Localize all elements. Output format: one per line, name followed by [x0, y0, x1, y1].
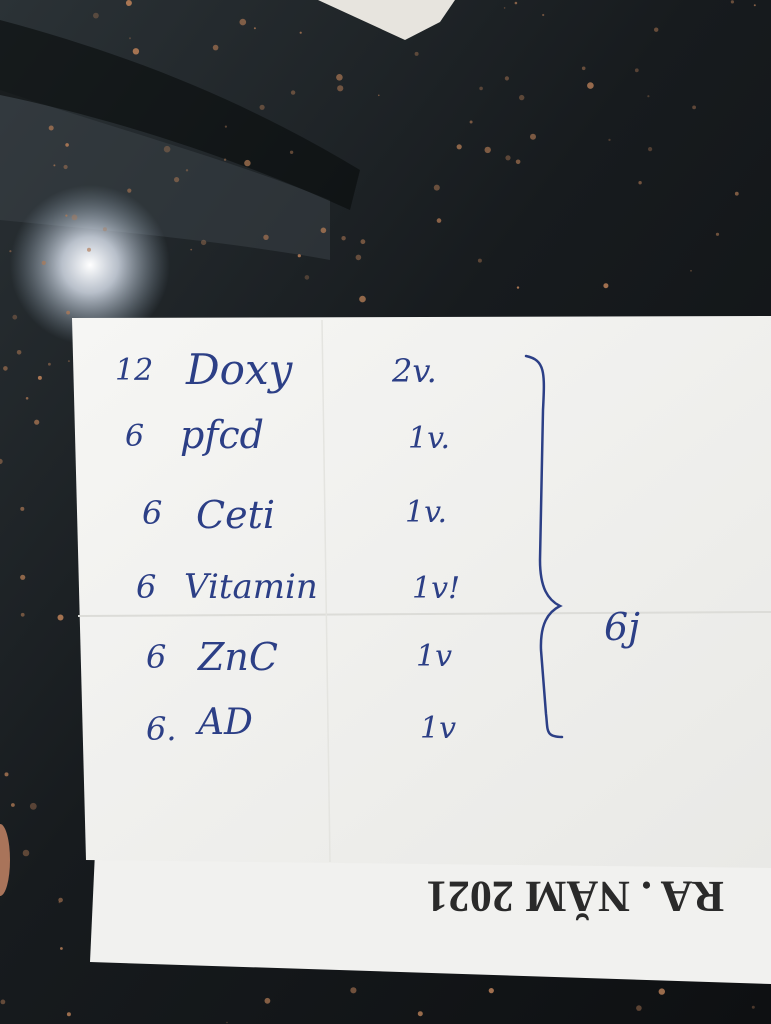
- granite-speck: [263, 235, 268, 240]
- granite-speck: [321, 228, 327, 234]
- granite-speck: [582, 67, 586, 71]
- row-qty: 6: [125, 419, 145, 454]
- granite-speck: [30, 803, 37, 810]
- granite-speck: [437, 218, 442, 223]
- granite-speck: [754, 4, 756, 6]
- granite-speck: [226, 1022, 228, 1024]
- row-item: ZnC: [198, 635, 278, 679]
- granite-speck: [164, 146, 171, 153]
- granite-speck: [505, 76, 509, 80]
- printed-paper-text: RA . NĂM 2021: [425, 872, 725, 921]
- granite-speck: [5, 772, 9, 776]
- granite-speck: [479, 87, 483, 91]
- total-label: 6j: [604, 605, 640, 649]
- granite-speck: [64, 165, 68, 169]
- granite-speck: [9, 250, 11, 252]
- granite-speck: [635, 68, 639, 72]
- granite-speck: [58, 615, 64, 621]
- granite-speck: [38, 376, 42, 380]
- row-qty: 6.: [146, 710, 177, 748]
- granite-speck: [59, 901, 61, 903]
- granite-speck: [361, 239, 366, 244]
- row-item: Doxy: [186, 345, 293, 394]
- granite-speck: [201, 240, 206, 245]
- granite-speck: [434, 185, 440, 191]
- granite-speck: [341, 236, 345, 240]
- granite-speck: [17, 350, 22, 355]
- granite-speck: [49, 126, 54, 131]
- granite-speck: [300, 32, 302, 34]
- granite-speck: [244, 160, 250, 166]
- granite-speck: [127, 189, 131, 193]
- granite-speck: [648, 147, 652, 151]
- granite-speck: [504, 7, 506, 9]
- granite-speck: [240, 19, 247, 26]
- granite-speck: [636, 1005, 642, 1011]
- granite-speck: [103, 227, 107, 231]
- granite-speck: [542, 14, 544, 16]
- granite-speck: [87, 248, 91, 252]
- granite-speck: [65, 143, 69, 147]
- granite-speck: [291, 90, 295, 94]
- row-dose: 2v.: [392, 352, 437, 390]
- granite-speck: [34, 420, 39, 425]
- granite-speck: [517, 286, 519, 288]
- granite-speck: [638, 181, 641, 184]
- granite-speck: [647, 95, 649, 97]
- granite-speck: [485, 147, 491, 153]
- granite-speck: [515, 2, 518, 5]
- granite-speck: [735, 192, 739, 196]
- granite-speck: [42, 261, 46, 265]
- granite-speck: [692, 106, 696, 110]
- granite-speck: [290, 151, 293, 154]
- granite-speck: [415, 52, 419, 56]
- granite-speck: [65, 215, 67, 217]
- granite-speck: [20, 507, 24, 511]
- granite-speck: [66, 311, 70, 315]
- granite-speck: [516, 160, 521, 165]
- granite-speck: [265, 998, 271, 1004]
- granite-speck: [587, 82, 594, 89]
- granite-speck: [752, 1006, 755, 1009]
- granite-speck: [20, 575, 25, 580]
- granite-speck: [731, 0, 734, 3]
- granite-speck: [505, 155, 510, 160]
- granite-speck: [174, 177, 179, 182]
- row-dose: 1v.: [408, 421, 451, 456]
- granite-speck: [53, 164, 55, 166]
- granite-speck: [260, 105, 265, 110]
- granite-speck: [3, 366, 8, 371]
- granite-speck: [716, 233, 719, 236]
- row-qty: 12: [115, 353, 154, 388]
- granite-speck: [26, 397, 29, 400]
- granite-speck: [659, 988, 665, 994]
- granite-speck: [356, 255, 362, 261]
- granite-speck: [489, 988, 494, 993]
- granite-speck: [60, 947, 63, 950]
- granite-speck: [305, 275, 310, 280]
- granite-speck: [359, 296, 366, 303]
- row-qty: 6: [146, 638, 167, 676]
- granite-speck: [68, 360, 70, 362]
- row-qty: 6: [142, 494, 163, 532]
- granite-speck: [1, 1000, 6, 1005]
- granite-speck: [603, 283, 608, 288]
- granite-speck: [225, 126, 227, 128]
- granite-speck: [690, 270, 692, 272]
- granite-speck: [213, 45, 219, 51]
- granite-speck: [48, 363, 51, 366]
- granite-speck: [337, 85, 343, 91]
- granite-speck: [254, 27, 256, 29]
- granite-speck: [186, 169, 188, 171]
- granite-speck: [519, 95, 524, 100]
- granite-speck: [129, 37, 131, 39]
- granite-speck: [224, 159, 226, 161]
- granite-speck: [608, 139, 610, 141]
- row-dose: 1v!: [412, 571, 461, 606]
- row-qty: 6: [136, 568, 157, 606]
- row-dose: 1v: [420, 711, 457, 746]
- granite-speck: [72, 215, 78, 221]
- granite-speck: [126, 0, 132, 6]
- granite-speck: [470, 121, 473, 124]
- granite-speck: [133, 48, 139, 54]
- granite-speck: [190, 249, 192, 251]
- granite-speck: [12, 315, 17, 320]
- granite-speck: [67, 1012, 71, 1016]
- row-dose: 1v: [416, 639, 453, 674]
- granite-speck: [530, 134, 536, 140]
- row-item: pfcd: [180, 413, 264, 457]
- granite-speck: [298, 254, 301, 257]
- granite-speck: [21, 613, 25, 617]
- granite-speck: [23, 850, 30, 857]
- granite-speck: [654, 28, 658, 32]
- row-item: Vitamin: [184, 567, 318, 607]
- row-item: AD: [198, 702, 253, 743]
- granite-speck: [378, 95, 380, 97]
- granite-speck: [418, 1011, 423, 1016]
- row-item: Ceti: [196, 493, 275, 537]
- granite-speck: [350, 987, 356, 993]
- granite-speck: [93, 13, 99, 19]
- granite-speck: [11, 803, 15, 807]
- granite-speck: [457, 144, 462, 149]
- row-dose: 1v.: [405, 495, 448, 530]
- granite-speck: [478, 259, 482, 263]
- granite-speck: [336, 74, 343, 81]
